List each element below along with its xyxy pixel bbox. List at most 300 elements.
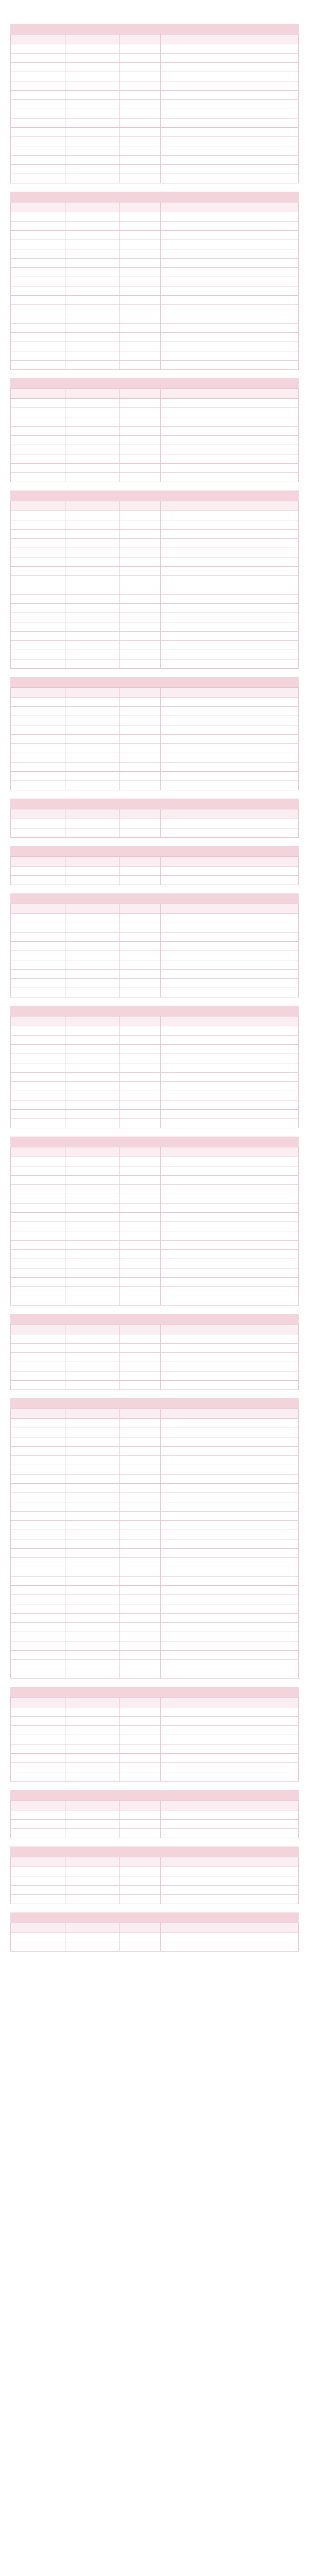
cell-content (160, 1353, 298, 1362)
table-row (11, 698, 299, 707)
table-row (11, 91, 299, 100)
event-table (10, 1016, 299, 1128)
cell-place (65, 1073, 120, 1082)
cell-content (160, 1110, 298, 1119)
cell-time (120, 1334, 160, 1344)
cell-name (11, 1082, 65, 1091)
cell-name (11, 1185, 65, 1194)
cell-place (65, 1867, 120, 1876)
event-table (10, 1147, 299, 1306)
column-header-content (160, 904, 298, 914)
table-row (11, 1735, 299, 1744)
table-row (11, 212, 299, 222)
event-table (10, 687, 299, 790)
cell-content (160, 650, 298, 659)
cell-name (11, 427, 65, 436)
cell-content (160, 604, 298, 613)
cell-name (11, 1876, 65, 1886)
column-header-name (11, 1147, 65, 1157)
cell-place (65, 342, 120, 351)
table-row (11, 1641, 299, 1651)
cell-name (11, 342, 65, 351)
cell-time (120, 109, 160, 118)
cell-time (120, 305, 160, 314)
cell-time (120, 1829, 160, 1838)
cell-name (11, 314, 65, 324)
table-header-row (11, 1147, 299, 1157)
cell-content (160, 1371, 298, 1381)
cell-time (120, 1110, 160, 1119)
cell-content (160, 146, 298, 156)
city-section (10, 378, 299, 482)
cell-name (11, 744, 65, 753)
cell-content (160, 520, 298, 530)
table-row (11, 828, 299, 838)
table-row (11, 1231, 299, 1241)
cell-content (160, 1456, 298, 1465)
cell-name (11, 1577, 65, 1586)
cell-time (120, 707, 160, 716)
column-header-name (11, 1016, 65, 1026)
cell-time (120, 539, 160, 548)
cell-content (160, 659, 298, 669)
cell-name (11, 613, 65, 622)
cell-content (160, 1942, 298, 1952)
cell-place (65, 1484, 120, 1493)
cell-name (11, 914, 65, 923)
cell-name (11, 222, 65, 231)
table-row (11, 1933, 299, 1942)
table-row (11, 876, 299, 885)
cell-time (120, 137, 160, 146)
cell-content (160, 128, 298, 137)
cell-time (120, 942, 160, 951)
cell-place (65, 1567, 120, 1577)
cell-time (120, 240, 160, 249)
cell-content (160, 1586, 298, 1595)
column-header-time (120, 1923, 160, 1933)
cell-name (11, 1586, 65, 1595)
cell-name (11, 876, 65, 885)
cell-name (11, 698, 65, 707)
city-section (10, 677, 299, 790)
cell-place (65, 876, 120, 885)
cell-place (65, 1353, 120, 1362)
cell-time (120, 781, 160, 790)
table-row (11, 1465, 299, 1475)
table-row (11, 351, 299, 361)
cell-time (120, 716, 160, 725)
cell-time (120, 361, 160, 370)
cell-time (120, 1353, 160, 1362)
table-row (11, 613, 299, 622)
cell-name (11, 1259, 65, 1268)
cell-content (160, 707, 298, 716)
cell-content (160, 212, 298, 222)
cell-time (120, 1707, 160, 1717)
column-header-name (11, 389, 65, 399)
cell-name (11, 951, 65, 960)
cell-name (11, 1558, 65, 1567)
table-header-row (11, 1698, 299, 1707)
cell-name (11, 324, 65, 333)
cell-place (65, 585, 120, 595)
cell-place (65, 109, 120, 118)
column-header-time (120, 501, 160, 511)
cell-name (11, 399, 65, 408)
cell-content (160, 1669, 298, 1679)
cell-name (11, 259, 65, 268)
cell-place (65, 222, 120, 231)
table-row (11, 324, 299, 333)
cell-name (11, 1521, 65, 1530)
cell-time (120, 118, 160, 128)
table-row (11, 632, 299, 641)
table-header-row (11, 202, 299, 212)
cell-time (120, 1567, 160, 1577)
cell-content (160, 231, 298, 240)
cell-time (120, 1259, 160, 1268)
cell-place (65, 923, 120, 933)
column-header-name (11, 35, 65, 44)
cell-place (65, 539, 120, 548)
column-header-content (160, 35, 298, 44)
cell-name (11, 604, 65, 613)
cell-place (65, 1577, 120, 1586)
cell-name (11, 137, 65, 146)
cell-time (120, 1241, 160, 1250)
cell-content (160, 914, 298, 923)
table-row (11, 109, 299, 118)
cell-content (160, 1754, 298, 1763)
event-table (10, 809, 299, 838)
cell-name (11, 1045, 65, 1054)
cell-time (120, 1082, 160, 1091)
cell-content (160, 1623, 298, 1632)
cell-name (11, 1810, 65, 1820)
cell-place (65, 762, 120, 772)
cell-name (11, 1063, 65, 1073)
cell-name (11, 942, 65, 951)
cell-place (65, 72, 120, 81)
cell-time (120, 753, 160, 762)
cell-time (120, 595, 160, 604)
event-table (10, 34, 299, 183)
cell-content (160, 511, 298, 520)
cell-time (120, 604, 160, 613)
cell-content (160, 1437, 298, 1447)
table-row (11, 1810, 299, 1820)
cell-place (65, 942, 120, 951)
cell-time (120, 1886, 160, 1895)
cell-place (65, 772, 120, 781)
cell-content (160, 1194, 298, 1204)
cell-place (65, 296, 120, 305)
cell-place (65, 1204, 120, 1213)
cell-name (11, 1250, 65, 1259)
cell-name (11, 249, 65, 259)
cell-place (65, 268, 120, 277)
cell-name (11, 753, 65, 762)
table-row (11, 1475, 299, 1484)
table-row (11, 1744, 299, 1754)
cell-name (11, 1176, 65, 1185)
cell-content (160, 1735, 298, 1744)
cell-name (11, 530, 65, 539)
cell-place (65, 520, 120, 530)
table-row (11, 914, 299, 923)
cell-name (11, 1772, 65, 1782)
cell-time (120, 464, 160, 473)
city-section (10, 1846, 299, 1904)
cell-content (160, 1641, 298, 1651)
cell-time (120, 1867, 160, 1876)
cell-time (120, 296, 160, 305)
cell-name (11, 1428, 65, 1437)
cell-content (160, 1867, 298, 1876)
cell-place (65, 63, 120, 72)
column-header-time (120, 389, 160, 399)
cell-content (160, 1763, 298, 1772)
table-row (11, 951, 299, 960)
cell-time (120, 146, 160, 156)
cell-name (11, 100, 65, 109)
cell-place (65, 361, 120, 370)
cell-content (160, 1886, 298, 1895)
cell-name (11, 1820, 65, 1829)
table-row (11, 1447, 299, 1456)
cell-time (120, 1268, 160, 1278)
table-row (11, 1045, 299, 1054)
cell-name (11, 632, 65, 641)
column-header-place (65, 688, 120, 698)
table-row (11, 436, 299, 445)
cell-place (65, 1641, 120, 1651)
table-row (11, 259, 299, 268)
cell-name (11, 361, 65, 370)
table-row (11, 408, 299, 417)
cell-name (11, 1933, 65, 1942)
cell-name (11, 417, 65, 427)
cell-time (120, 520, 160, 530)
cell-name (11, 1595, 65, 1604)
cell-content (160, 1381, 298, 1390)
column-header-time (120, 904, 160, 914)
cell-content (160, 436, 298, 445)
table-row (11, 118, 299, 128)
column-header-name (11, 1325, 65, 1334)
cell-place (65, 165, 120, 174)
table-row (11, 1437, 299, 1447)
cell-name (11, 576, 65, 585)
city-sections (0, 24, 309, 1952)
table-row (11, 464, 299, 473)
table-header-row (11, 1409, 299, 1419)
city-section-header (10, 1314, 299, 1324)
cell-time (120, 725, 160, 735)
table-row (11, 473, 299, 482)
cell-place (65, 1933, 120, 1942)
cell-time (120, 473, 160, 482)
table-row (11, 137, 299, 146)
table-row (11, 1381, 299, 1390)
cell-time (120, 1073, 160, 1082)
cell-place (65, 1344, 120, 1353)
cell-name (11, 1660, 65, 1669)
cell-time (120, 54, 160, 63)
cell-content (160, 1595, 298, 1604)
cell-name (11, 960, 65, 970)
cell-time (120, 1036, 160, 1045)
cell-place (65, 305, 120, 314)
column-header-time (120, 857, 160, 867)
cell-time (120, 342, 160, 351)
cell-content (160, 557, 298, 567)
table-row (11, 1820, 299, 1829)
cell-time (120, 1026, 160, 1036)
column-header-place (65, 202, 120, 212)
column-header-place (65, 389, 120, 399)
city-section-header (10, 192, 299, 202)
column-header-content (160, 501, 298, 511)
column-header-place (65, 1016, 120, 1026)
cell-name (11, 109, 65, 118)
column-header-content (160, 1409, 298, 1419)
cell-name (11, 333, 65, 342)
cell-place (65, 604, 120, 613)
table-row (11, 539, 299, 548)
cell-name (11, 923, 65, 933)
cell-time (120, 436, 160, 445)
table-row (11, 725, 299, 735)
cell-content (160, 1829, 298, 1838)
cell-name (11, 1641, 65, 1651)
city-section-header (10, 378, 299, 388)
cell-time (120, 828, 160, 838)
cell-place (65, 1726, 120, 1735)
table-row (11, 1419, 299, 1428)
cell-place (65, 212, 120, 222)
cell-place (65, 1651, 120, 1660)
table-row (11, 942, 299, 951)
cell-content (160, 1334, 298, 1344)
column-header-place (65, 1325, 120, 1334)
table-row (11, 576, 299, 585)
cell-name (11, 1763, 65, 1772)
cell-name (11, 781, 65, 790)
table-row (11, 268, 299, 277)
cell-place (65, 54, 120, 63)
cell-time (120, 632, 160, 641)
cell-time (120, 445, 160, 454)
cell-content (160, 1213, 298, 1222)
table-row (11, 1577, 299, 1586)
cell-name (11, 1287, 65, 1296)
cell-name (11, 1371, 65, 1381)
cell-time (120, 530, 160, 539)
cell-content (160, 530, 298, 539)
cell-name (11, 1632, 65, 1641)
cell-content (160, 988, 298, 997)
cell-name (11, 716, 65, 725)
cell-name (11, 1026, 65, 1036)
cell-time (120, 1726, 160, 1735)
column-header-time (120, 688, 160, 698)
cell-name (11, 988, 65, 997)
table-row (11, 1334, 299, 1344)
cell-time (120, 1465, 160, 1475)
cell-name (11, 1119, 65, 1128)
column-header-time (120, 1857, 160, 1867)
table-row (11, 1886, 299, 1895)
cell-place (65, 1082, 120, 1091)
city-section-header (10, 24, 299, 34)
cell-content (160, 240, 298, 249)
column-header-place (65, 904, 120, 914)
cell-time (120, 212, 160, 222)
column-header-place (65, 1698, 120, 1707)
cell-time (120, 567, 160, 576)
table-row (11, 1669, 299, 1679)
cell-name (11, 557, 65, 567)
cell-time (120, 277, 160, 286)
cell-place (65, 557, 120, 567)
city-section (10, 192, 299, 370)
cell-place (65, 1259, 120, 1268)
column-header-place (65, 857, 120, 867)
cell-time (120, 1204, 160, 1213)
cell-name (11, 174, 65, 183)
cell-content (160, 970, 298, 979)
cell-content (160, 828, 298, 838)
cell-content (160, 1073, 298, 1082)
cell-time (120, 1623, 160, 1632)
cell-name (11, 1222, 65, 1231)
column-header-name (11, 904, 65, 914)
table-row (11, 641, 299, 650)
table-row (11, 1772, 299, 1782)
cell-place (65, 128, 120, 137)
cell-name (11, 1465, 65, 1475)
table-row (11, 1268, 299, 1278)
cell-name (11, 1110, 65, 1119)
table-row (11, 511, 299, 520)
cell-place (65, 1268, 120, 1278)
cell-place (65, 1334, 120, 1344)
column-header-place (65, 1147, 120, 1157)
cell-content (160, 698, 298, 707)
cell-content (160, 933, 298, 942)
table-row (11, 1651, 299, 1660)
cell-name (11, 1241, 65, 1250)
table-row (11, 445, 299, 454)
cell-content (160, 1222, 298, 1231)
cell-place (65, 622, 120, 632)
cell-content (160, 1026, 298, 1036)
table-row (11, 604, 299, 613)
cell-name (11, 1829, 65, 1838)
cell-place (65, 91, 120, 100)
cell-place (65, 735, 120, 744)
table-row (11, 707, 299, 716)
cell-content (160, 1036, 298, 1045)
cell-place (65, 324, 120, 333)
column-header-content (160, 389, 298, 399)
table-row (11, 1428, 299, 1437)
cell-time (120, 698, 160, 707)
table-row (11, 1063, 299, 1073)
cell-time (120, 988, 160, 997)
